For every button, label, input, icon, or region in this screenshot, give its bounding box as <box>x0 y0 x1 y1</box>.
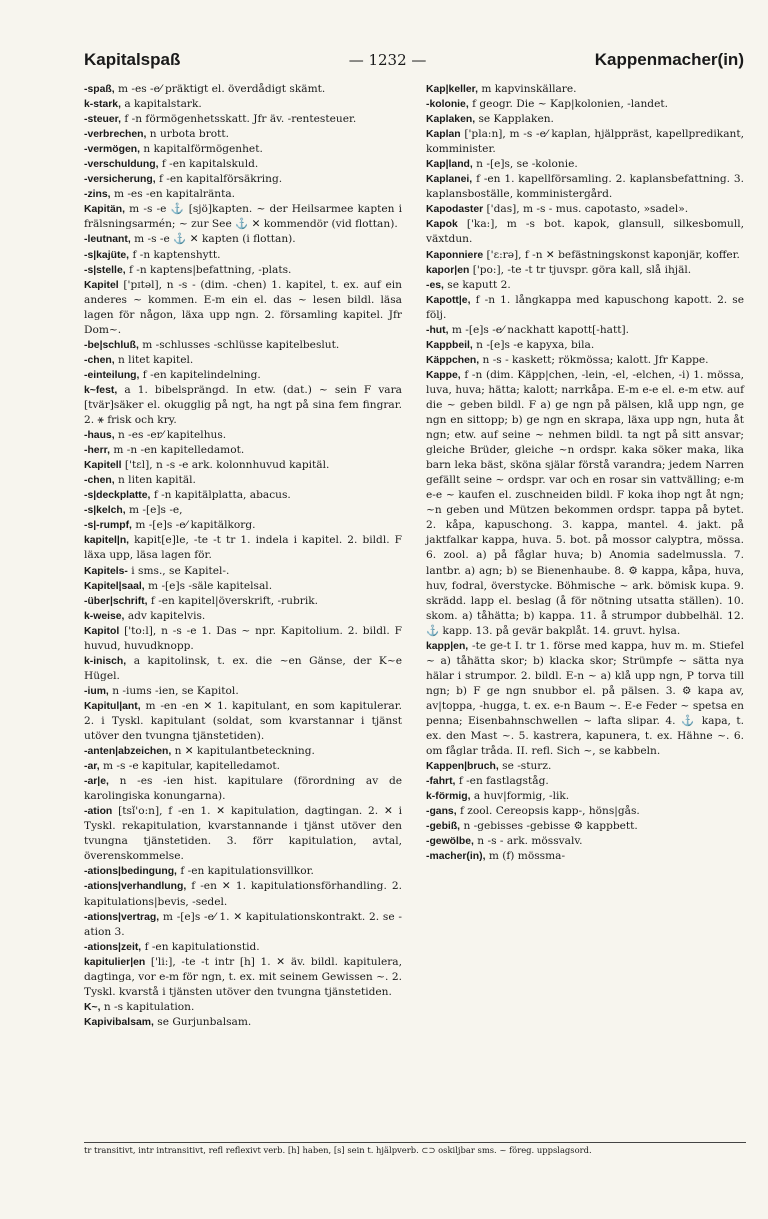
dictionary-entry <box>84 443 402 458</box>
dictionary-entry <box>84 910 402 940</box>
page-header <box>84 44 744 76</box>
entry-headword: Kapitul|ant, <box>84 700 141 712</box>
dictionary-entry <box>84 187 402 202</box>
entry-definition: m -n -en kapitelledamot. <box>113 444 245 457</box>
entry-headword: Kapitel|saal, <box>84 580 145 592</box>
dictionary-entry <box>84 1015 402 1030</box>
dictionary-entry <box>426 338 744 353</box>
entry-headword: -ar|e, <box>84 776 109 788</box>
dictionary-entry <box>426 774 744 789</box>
dictionary-entry <box>84 684 402 699</box>
entry-headword: -einteilung, <box>84 369 140 381</box>
entry-headword: Kaplan <box>426 129 461 141</box>
entry-headword: Kapitol <box>84 625 120 637</box>
entry-headword: kapitulier|en <box>84 956 146 968</box>
entry-headword: -anten|abzeichen, <box>84 746 172 758</box>
entry-headword: -herr, <box>84 445 110 457</box>
entry-definition: ['ka:], m -s bot. kapok, glansull, silkesbomull, växtdun. <box>426 218 744 246</box>
entry-headword: -ations|verhandlung, <box>84 881 187 893</box>
entry-headword: Kap|land, <box>426 159 473 171</box>
dictionary-entry <box>84 488 402 503</box>
dictionary-entry <box>84 82 402 97</box>
entry-headword: -ations|bedingung, <box>84 866 177 878</box>
entry-headword: Kapitän, <box>84 204 125 216</box>
dictionary-entry <box>84 368 402 383</box>
dictionary-entry <box>84 157 402 172</box>
dictionary-entry <box>84 1000 402 1015</box>
entry-definition: m -[e]s -e⁄ nackhatt kapott[-hatt]. <box>451 323 629 336</box>
header-right-word: Kappenmacher(in) <box>594 50 744 69</box>
entry-headword: -s|kajüte, <box>84 249 130 261</box>
dictionary-entry <box>426 293 744 323</box>
dictionary-entry <box>84 564 402 579</box>
entry-headword: Kaplanei, <box>426 174 473 186</box>
entry-headword: -ations|zeit, <box>84 941 142 953</box>
entry-definition: m -en -en ✕ 1. kapitulant, en som kapitulerar. 2. i Tyskl. kapitulant (soldat, som kvarstannar i tjänst utöver den tvungna tjänstetiden). <box>84 699 402 743</box>
entry-headword: kapitel|n, <box>84 535 130 547</box>
dictionary-entry <box>426 127 744 157</box>
dictionary-entry <box>84 864 402 879</box>
entry-definition: ['pɪtəl], n -s - (dim. -chen) 1. kapitel, t. ex. auf ein anderes ~ kommen. E-m ein el. das ~ lesen bildl. läsa lagen för någon, läxa upp ngn. 2. församling kapitel. Jfr Dom~. <box>84 278 402 336</box>
dictionary-entry <box>84 458 402 473</box>
entry-headword: -steuer, <box>84 114 121 126</box>
right-column <box>426 82 744 864</box>
entry-definition: m -es -en kapitalränta. <box>113 188 236 201</box>
entry-headword: -ium, <box>84 685 109 697</box>
entry-definition: kapit[e]le, -te -t tr 1. indela i kapitel. 2. bildl. F läxa upp, läsa lagen för. <box>84 534 402 562</box>
entry-definition: ['tɛl], n -s -e ark. kolonnhuvud kapitäl. <box>124 459 330 472</box>
dictionary-entry <box>84 654 402 684</box>
entry-headword: -s|-rumpf, <box>84 520 132 532</box>
entry-definition: m -es -e⁄ präktigt el. överdådigt skämt. <box>117 83 326 95</box>
entry-definition: i sms., se Kapitel-. <box>131 564 230 577</box>
dictionary-entry <box>426 819 744 834</box>
dictionary-entry <box>84 744 402 759</box>
entry-definition: f -en ✕ 1. kapitulationsförhandling. 2. kapitulations|bevis, -sedel. <box>84 880 402 908</box>
entry-headword: -ation <box>84 806 113 818</box>
entry-definition: f -en kapitelindelning. <box>142 368 261 381</box>
entry-headword: -gewölbe, <box>426 836 474 848</box>
dictionary-entry <box>426 97 744 112</box>
entry-definition: f -en kapitalförsäkring. <box>158 173 283 186</box>
entry-definition: f -n förmögenhetsskatt. Jfr äv. -rentesteuer. <box>124 113 357 126</box>
entry-definition: ['pla:n], m -s -e⁄ kaplan, hjälppräst, kapellpredikant, komminister. <box>426 128 744 156</box>
entry-headword: -verbrechen, <box>84 129 147 141</box>
entry-definition: m kapvinskällare. <box>481 83 577 95</box>
dictionary-entry <box>84 428 402 443</box>
dictionary-entry <box>426 82 744 97</box>
entry-headword: -über|schrift, <box>84 595 148 607</box>
header-left-word: Kapitalspaß <box>84 50 181 69</box>
entry-definition: n kapitalförmögenhet. <box>143 143 263 156</box>
entry-definition: f zool. Cereopsis kapp-, höns|gås. <box>459 805 640 818</box>
dictionary-entry <box>426 323 744 338</box>
entry-headword: -ar, <box>84 761 100 773</box>
dictionary-entry <box>84 879 402 909</box>
entry-definition: n -gebisses -gebisse ⚙ kappbett. <box>463 820 638 833</box>
entry-definition: f -en kapitulationstid. <box>144 940 260 953</box>
entry-definition: f -en 1. kapellförsamling. 2. kaplansbefattning. 3. kaplansboställe, komministergård. <box>426 173 744 201</box>
entry-definition: ['po:], -te -t tr tjuvspr. göra kall, slå ihjäl. <box>472 263 692 276</box>
entry-definition: ['to:l], n -s -e 1. Das ~ npr. Kapitolium. 2. bildl. F huvud, huvudknopp. <box>84 624 402 652</box>
dictionary-entry <box>84 699 402 744</box>
dictionary-entry <box>84 338 402 353</box>
dictionary-entry <box>84 172 402 187</box>
dictionary-entry <box>426 368 744 639</box>
dictionary-entry <box>84 353 402 368</box>
dictionary-entry <box>84 624 402 654</box>
entry-headword: Kapitels- <box>84 565 128 577</box>
dictionary-entry <box>84 774 402 804</box>
entry-headword: k-inisch, <box>84 655 127 667</box>
dictionary-entry <box>84 383 402 428</box>
dictionary-entry <box>426 248 744 263</box>
entry-headword: Kapitel <box>84 279 119 291</box>
entry-headword: kapp|en, <box>426 640 469 652</box>
entry-headword: -es, <box>426 279 444 291</box>
dictionary-entry <box>426 278 744 293</box>
entry-definition: f geogr. Die ~ Kap|kolonien, -landet. <box>472 98 668 111</box>
entry-definition: n -s - kaskett; rökmössa; kalott. Jfr Kappe. <box>482 353 709 366</box>
dictionary-entry <box>426 263 744 278</box>
entry-definition: f -n 1. långkappa med kapuschong kapott. 2. se följ. <box>426 293 744 321</box>
entry-definition: n urbota brott. <box>149 128 230 141</box>
dictionary-entry <box>84 503 402 518</box>
dictionary-entry <box>426 217 744 247</box>
entry-headword: Kapott|e, <box>426 294 471 306</box>
dictionary-entry <box>84 112 402 127</box>
entry-definition: se kaputt 2. <box>447 278 511 291</box>
entry-definition: a 1. bibelsprängd. In etw. (dat.) ~ sein F vara [tvär]säker el. okugglig på ngt, ha ngt på sina fem fingrar. 2. ⚹ frisk och kry. <box>84 383 402 427</box>
entry-definition: -te ge-t I. tr 1. förse med kappa, huv m. m. Stiefel ~ a) tåhätta skor; b) klacka skor; Strümpfe ~ sätta nya hälar i strumpor. 2. bildl. E-n ~ a) klå upp ngn, P torva till ngn; b) F ge ngn snubbor el. på pälsen. 3. ⚙ kapa av, av|toppa, -hugga, t. ex. e-n Baum ~. E-e Feder ~ spetsa en penna; Eisenbahnschwellen ~ lafta slipar. 4. ⚓ kapa, t. ex. den Mast ~. 5. kastrera, kapunera, t. ex. Hähne ~. 6. om fåglar tråda. II. refl. Sich ~, se kabbeln. <box>426 639 744 758</box>
dictionary-entry <box>426 804 744 819</box>
dictionary-entry <box>84 202 402 232</box>
entry-headword: -fahrt, <box>426 776 456 788</box>
dictionary-entry <box>84 804 402 864</box>
entry-headword: k-stark, <box>84 99 121 111</box>
entry-headword: Kap|keller, <box>426 84 479 95</box>
dictionary-entry <box>84 940 402 955</box>
entry-definition: n ✕ kapitulantbeteckning. <box>174 745 315 758</box>
entry-headword: -gans, <box>426 806 457 818</box>
entry-definition: f -n kaptens|befattning, -plats. <box>128 263 292 276</box>
entry-definition: m -schlusses -schlüsse kapitelbeslut. <box>142 338 340 351</box>
entry-definition: m -s -e ⚓ [sjö]kapten. ~ der Heilsarmee kapten i frälsningsarmén; ~ zur See ⚓ ✕ kommendör (vid flottan). <box>84 203 403 231</box>
entry-headword: Kappen|bruch, <box>426 761 499 773</box>
dictionary-entry <box>426 834 744 849</box>
entry-headword: Kapodaster <box>426 204 484 216</box>
entry-definition: n -es -er⁄ kapitelhus. <box>117 429 227 442</box>
abbreviation-footer: tr transitivt, intr intransitivt, refl reflexivt verb. [h] haben, [s] sein t. hjälpverb. ⊂⊃ oskiljbar sms. ~ föreg. uppslagsord. <box>84 1142 746 1155</box>
entry-headword: -ations|vertrag, <box>84 911 160 923</box>
entry-headword: -s|deckplatte, <box>84 490 151 502</box>
entry-headword: Kapok <box>426 219 458 231</box>
entry-headword: -chen, <box>84 475 115 487</box>
dictionary-entry <box>426 202 744 217</box>
entry-definition: n -s kapitulation. <box>103 1000 195 1013</box>
entry-definition: m -[e]s -e⁄ 1. ✕ kapitulationskontrakt. 2. se -ation 3. <box>84 910 402 938</box>
dictionary-entry <box>84 518 402 533</box>
dictionary-entry <box>84 142 402 157</box>
entry-headword: -verschuldung, <box>84 159 159 171</box>
entry-definition: n liten kapitäl. <box>117 474 196 487</box>
entry-definition: m -[e]s -säle kapitelsal. <box>148 579 273 592</box>
entry-definition: se Kapplaken. <box>478 113 554 126</box>
entry-headword: Kaponniere <box>426 249 484 261</box>
dictionary-entry <box>84 759 402 774</box>
page-number: — 1232 — <box>348 51 427 69</box>
entry-definition: ['das], m -s - mus. capotasto, »sadel». <box>486 203 689 216</box>
entry-definition: m (f) mössma- <box>488 850 566 863</box>
entry-headword: -vermögen, <box>84 144 141 156</box>
entry-definition: ['li:], -te -t intr [h] 1. ✕ äv. bildl. kapitulera, dagtinga, vor e-m för ngn, t. ex. mit seinem Gewissen ~. 2. Tyskl. kvarstå i tjänsten utöver den tvungna tjänstetiden. <box>84 955 402 998</box>
entry-definition: f -en kapitel|överskrift, -rubrik. <box>150 594 319 607</box>
entry-headword: Kapitell <box>84 460 122 472</box>
entry-definition: m -s -e ⚓ ✕ kapten (i flottan). <box>134 233 296 246</box>
entry-headword: -hut, <box>426 324 449 336</box>
dictionary-entry <box>84 263 402 278</box>
entry-headword: -be|schluß, <box>84 339 139 351</box>
entry-definition: f -n (dim. Käpp|chen, -lein, -el, -elchen, -i) 1. mössa, luva, huva; hätta; kalott; narrkåpa. E-m e-e el. e-m etw. auf die ~ geben bildl. F a) ge ngn på pälsen, klå upp ngn, ge ngn en sittopp; b) ge ngn en skrapa, läxa upp ngn, huta åt ngn; etw. auf seine ~ nehmen bildl. ta ngt på sitt ansvar; gleiche Brüder, gleiche ~n ordspr. kaka söker maka, lika barn leka bäst, sköna själar förstå varandra; jedem Narren gefällt seine ~ ordspr. var och en rosar sin vattvälling; e-m e-e ~ kaufen el. zuschneiden bildl. F koka ihop ngt åt ngn; ~n geben und Mützen bekommen ordspr. tappa på bytet. 2. kåpa, kapuschong. 3. kappa, mantel. 4. jakt. på jaktfalkar kappa, huva. 5. bot. på mossor calyptra, mössa. 6. zool. a) på fåglar huva; b) Anomia sadelmussla. 7. lantbr. a) agn; b) se Bienenhaube. 8. ⚙ kappa, kåpa, huva, huv, fodral, överstycke. Böhmische ~ ark. bömisk kupa. 9. skrädd. lapp el. beslag (å för nötning utsatta ställen). 10. skom. a) tåhätta; b) kappa. 11. å strumpor dubbelhäl. 12. ⚓ kapp. 13. på gevär bakplåt. 14. gruvt. hylsa. <box>426 368 744 637</box>
entry-definition: m -s -e kapitular, kapitelledamot. <box>102 760 280 773</box>
entry-definition: n -s - ark. mössvalv. <box>477 835 583 848</box>
entry-definition: se -sturz. <box>502 760 552 773</box>
dictionary-entry <box>426 789 744 804</box>
dictionary-entry <box>426 112 744 127</box>
entry-definition: se Gurjunbalsam. <box>157 1015 252 1028</box>
entry-definition: adv kapitelvis. <box>127 609 206 622</box>
dictionary-entry <box>84 594 402 609</box>
entry-definition: f -n kaptenshytt. <box>132 248 221 261</box>
entry-headword: Käppchen, <box>426 354 480 366</box>
entry-headword: -spaß, <box>84 84 115 95</box>
dictionary-entry <box>84 97 402 112</box>
dictionary-entry <box>84 127 402 142</box>
entry-headword: -s|stelle, <box>84 264 126 276</box>
left-column <box>84 82 402 1030</box>
dictionary-entry <box>84 248 402 263</box>
entry-definition: n -iums -ien, se Kapitol. <box>112 684 239 697</box>
dictionary-entry <box>426 759 744 774</box>
entry-headword: kapor|en <box>426 264 470 276</box>
entry-headword: -haus, <box>84 430 115 442</box>
entry-definition: n -es -ien hist. kapitulare (förordning av de karolingiska konungarna). <box>84 775 403 803</box>
entry-headword: Kaplaken, <box>426 114 476 126</box>
entry-headword: Kappe, <box>426 369 461 381</box>
entry-definition: f -en fastlagståg. <box>458 775 549 788</box>
dictionary-entry <box>84 609 402 624</box>
dictionary-entry <box>426 157 744 172</box>
entry-headword: -s|kelch, <box>84 505 126 517</box>
entry-headword: K~, <box>84 1001 101 1013</box>
entry-definition: a kapitalstark. <box>124 98 202 111</box>
dictionary-entry <box>84 579 402 594</box>
dictionary-entry <box>84 232 402 247</box>
entry-definition: f -n kapitälplatta, abacus. <box>153 489 291 502</box>
entry-headword: k~fest, <box>84 384 118 396</box>
entry-headword: -kolonie, <box>426 99 469 111</box>
entry-definition: m -[e]s -e, <box>128 504 183 517</box>
entry-definition: n -[e]s, se -kolonie. <box>476 158 578 171</box>
dictionary-entry <box>426 639 744 759</box>
entry-definition: f -en kapitulationsvillkor. <box>180 865 314 878</box>
entry-definition: a kapitolinsk, t. ex. die ~en Gänse, der K~e Hügel. <box>84 654 402 682</box>
entry-headword: -zins, <box>84 189 111 201</box>
dictionary-entry <box>426 172 744 202</box>
entry-definition: a huv|formig, -lik. <box>473 790 570 803</box>
dictionary-entry <box>84 533 402 563</box>
entry-definition: n -[e]s -e kapyxa, bila. <box>476 338 595 351</box>
entry-definition: [tsǐ'o:n], f -en 1. ✕ kapitulation, dagtingan. 2. ✕ i Tyskl. rekapitulation, kvarstannande i tjänst utöver den tvungna tjänstetiden. 3. förr kapitulation, avtal, överenskommelse. <box>84 805 402 863</box>
dictionary-entry <box>84 955 402 1000</box>
entry-headword: k-förmig, <box>426 791 471 803</box>
entry-definition: f -en kapitalskuld. <box>161 158 259 171</box>
entry-definition: n litet kapitel. <box>117 353 194 366</box>
entry-headword: -versicherung, <box>84 174 156 186</box>
entry-headword: k-weise, <box>84 610 125 622</box>
entry-headword: -leutnant, <box>84 234 131 246</box>
dictionary-entry <box>84 278 402 338</box>
dictionary-entry <box>426 849 744 864</box>
dictionary-entry <box>426 353 744 368</box>
entry-headword: Kapivibalsam, <box>84 1016 154 1028</box>
entry-definition: m -[e]s -e⁄ kapitälkorg. <box>135 519 256 532</box>
entry-headword: -gebiß, <box>426 821 461 833</box>
entry-headword: Kappbeil, <box>426 339 473 351</box>
entry-headword: -chen, <box>84 354 115 366</box>
entry-definition: ['ɛ:rə], f -n ✕ befästningskonst kaponjär, koffer. <box>486 248 740 261</box>
dictionary-entry <box>84 473 402 488</box>
entry-headword: -macher(in), <box>426 851 486 863</box>
